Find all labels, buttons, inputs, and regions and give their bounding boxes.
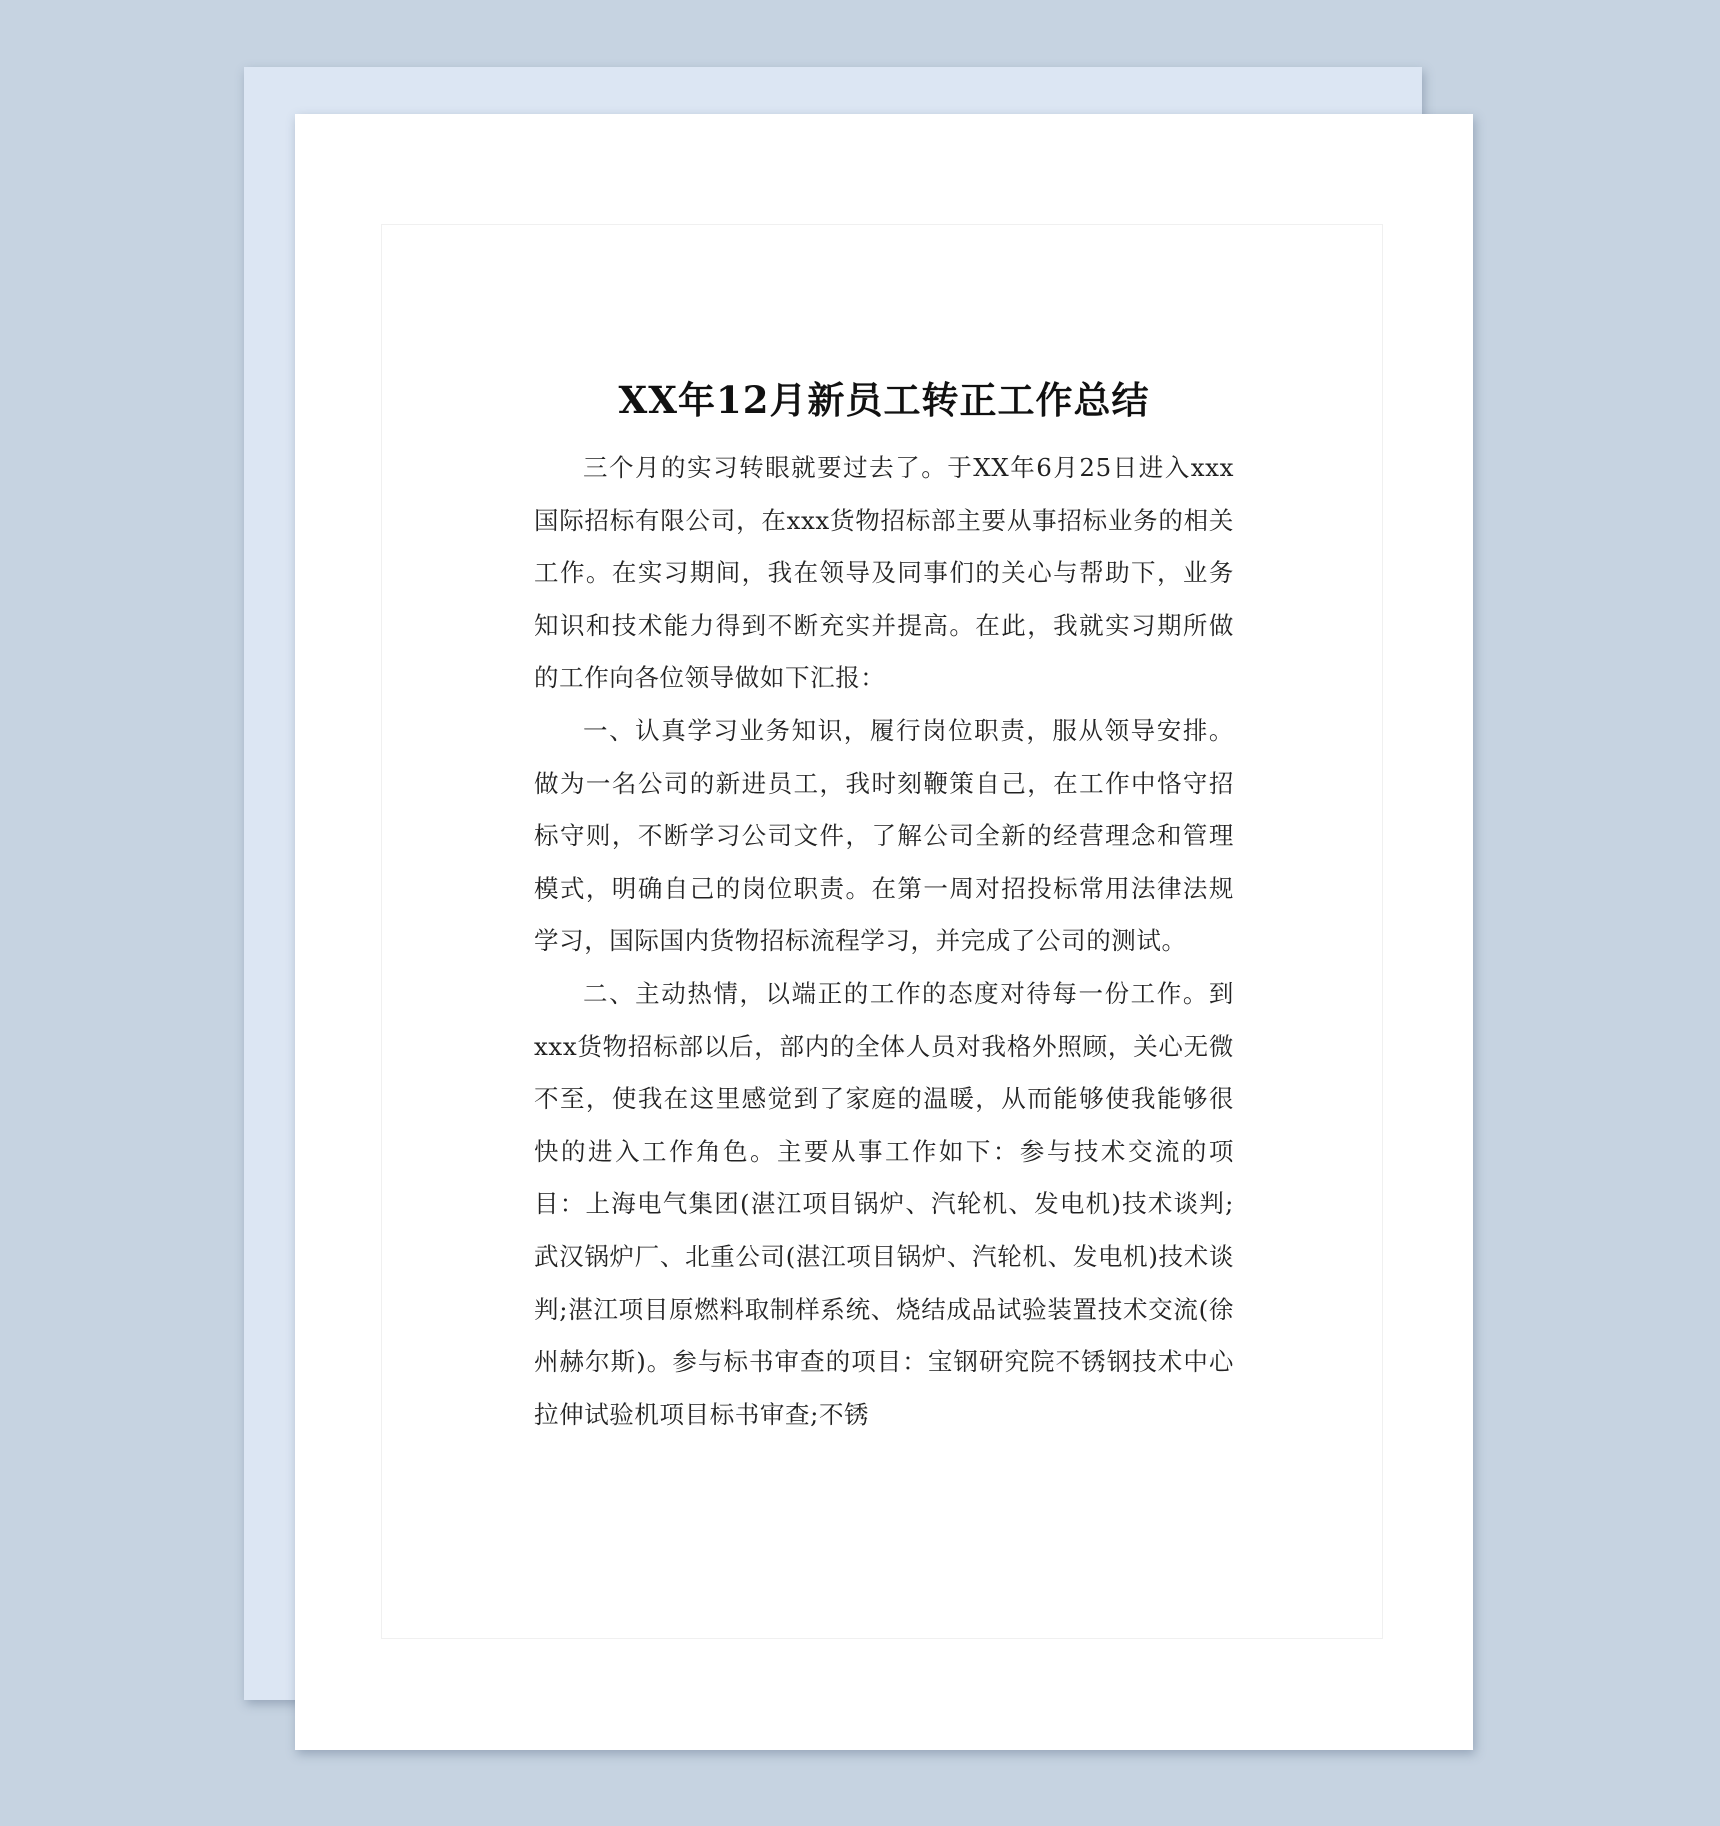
paragraph-section-one: 一、认真学习业务知识，履行岗位职责，服从领导安排。做为一名公司的新进员工，我时刻鞭策自己，在工作中恪守招标守则，不断学习公司文件，了解公司全新的经营理念和管理模式，明确自己的岗位职责。在第一周对招投标常用法律法规学习，国际国内货物招标流程学习，并完成了公司的测试。 bbox=[534, 715, 1234, 956]
document-page bbox=[295, 114, 1473, 1750]
document-body bbox=[534, 372, 1234, 1441]
document-title: XX年12月新员工转正工作总结 bbox=[618, 378, 1150, 422]
paragraph-section-two: 二、主动热情，以端正的工作的态度对待每一份工作。到xxx货物招标部以后，部内的全体人员对我格外照顾，关心无微不至，使我在这里感觉到了家庭的温暖，从而能够使我能够很快的进入工作角色。主要从事工作如下：参与技术交流的项目：上海电气集团(湛江项目锅炉、汽轮机、发电机)技术谈判;武汉锅炉厂、北重公司(湛江项目锅炉、汽轮机、发电机)技术谈判;湛江项目原燃料取制样系统、烧结成品试验装置技术交流(徐州赫尔斯)。参与标书审查的项目：宝钢研究院不锈钢技术中心拉伸试验机项目标书审查;不锈 bbox=[534, 978, 1234, 1429]
paragraph-intro: 三个月的实习转眼就要过去了。于XX年6月25日进入xxx国际招标有限公司，在xxx货物招标部主要从事招标业务的相关工作。在实习期间，我在领导及同事们的关心与帮助下，业务知识和技术能力得到不断充实并提高。在此，我就实习期所做的工作向各位领导做如下汇报： bbox=[534, 453, 1234, 693]
